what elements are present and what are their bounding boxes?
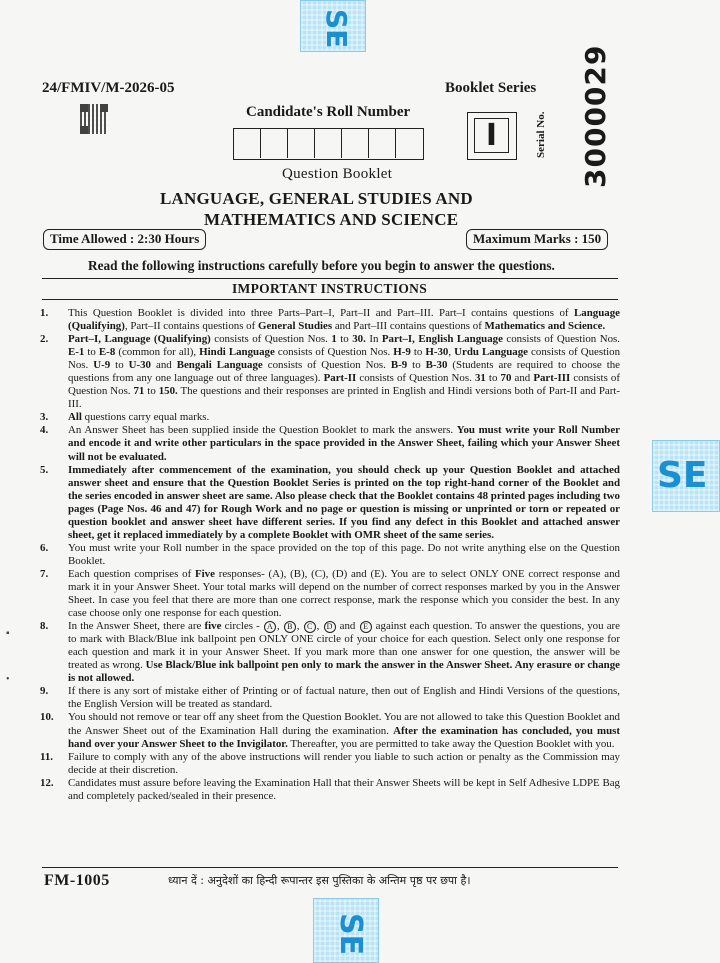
instructions-list [40,307,620,803]
qr-code-icon [80,104,108,134]
divider [42,278,618,279]
question-booklet-label: Question Booklet [282,166,393,182]
instruction-item [40,568,620,620]
roll-digit-box[interactable] [288,129,315,158]
paper-title [160,188,560,230]
instruction-item [40,620,620,685]
serial-number: 3000029 [579,44,612,188]
instruction-item [40,685,620,711]
instruction-text: In the Answer Sheet, there are five circles - A , B , C , D and E against each question. To answer the questions, you are to mark with Black/Blue ink ballpoint pen ONLY ONE circle of your choice for each question. Select only one response for each question and mark it in your Answer Sheet. If you mark more than one answer for one question, the answer will be treated as wrong. Use Black/Blue ink ballpoint pen only to mark the answer in the Answer Sheet. Any erasure or change is not allowed. [68,620,621,685]
hindi-note: ध्यान दें : अनुदेशों का हिन्दी रूपान्तर इस पुस्तिका के अन्तिम पृष्ठ पर छपा है। [168,874,471,887]
instruction-number: 4. [40,424,49,437]
instruction-item [40,542,620,568]
instruction-text: Part–I, Language (Qualifying) consists of Question Nos. 1 to 30. In Part–I, English Language consists of Question Nos. E-1 to E-8 (common for all), Hindi Language consists of Question Nos. H-9 to H-30, Urdu Language consists of Question Nos. U-9 to U-30 and Bengali Language consists of Question Nos. B-9 to B-30 (Students are required to choose the questions from any one language out of three languages). Part-II consists of Question Nos. 31 to 70 and Part-III consists of Question Nos. 71 to 150. The questions and their responses are printed in English and Hindi versions both of Part-II and Part-III. [68,333,621,411]
roll-number-label: Candidate's Roll Number [246,104,411,120]
instruction-text: If there is any sort of mistake either of Printing or of factual nature, then out of English and Hindi Versions of the questions, the English Version will be treated as standard. [68,685,620,711]
read-instructions-note: Read the following instructions carefully before you begin to answer the questions. [88,258,555,273]
title-line-1: LANGUAGE, GENERAL STUDIES AND [160,189,473,208]
instruction-text: Immediately after commencement of the examination, you should check up your Question Booklet and attached answer sheet and ensure that the Question Booklet Series is printed on the top right-hand corner of the Booklet and the series encoded in answer sheet are same. Also please check that the Booklet contains 48 printed pages including two pages (Page Nos. 46 and 47) for Rough Work and no page or question is missing or unprinted or torn or repeated or question booklet and answer sheet have different series. If you find any defect in this Booklet and attached answer sheet, get it replaced immediately by a complete Booklet with OMR sheet of the same series. [68,463,620,541]
instruction-number: 6. [40,541,49,554]
instruction-item [40,751,620,777]
instruction-item [40,424,620,463]
booklet-series-label: Booklet Series [445,80,537,96]
instruction-number: 5. [40,463,49,476]
sticker-text: SE [333,913,368,956]
instruction-item [40,711,620,750]
instruction-text: This Question Booklet is divided into three Parts–Part–I, Part–II and Part–III. Part–I contains questions of Language (Qualifying), Part–II contains questions of General Studies and Part–III contains questions of Mathematics and Science. [68,307,620,333]
instruction-item [40,307,620,333]
roll-number-boxes[interactable] [233,128,424,160]
seal-sticker-top [300,0,366,52]
roll-digit-box[interactable] [234,129,261,158]
booklet-series-value: I [474,118,509,153]
margin-mark: • [6,674,10,685]
instruction-text: An Answer Sheet has been supplied inside the Question Booklet to mark the answers. You must write your Roll Number and encode it and write other particulars in the space provided in the Answer Sheet, failing which your Answer Sheet will not be evaluated. [68,424,620,463]
instruction-item [40,333,620,411]
instruction-text: Candidates must assure before leaving the Examination Hall that their Answer Sheets will be kept in Self Adhesive LDPE Bag and completely packed/sealed in their presence. [68,776,620,802]
instruction-number: 8. [40,620,49,633]
instruction-text: All questions carry equal marks. [68,411,210,424]
instruction-number: 11. [40,750,54,763]
instruction-number: 1. [40,307,49,319]
instruction-number: 3. [40,411,49,424]
instruction-item [40,411,620,424]
sticker-text: SE [657,455,708,496]
divider [42,867,618,868]
instruction-item [40,464,620,542]
roll-digit-box[interactable] [342,129,369,158]
seal-sticker-right [652,440,720,512]
seal-sticker-bottom [313,898,379,963]
margin-mark: ▪ [6,628,10,639]
title-line-2: MATHEMATICS AND SCIENCE [204,210,459,229]
instruction-number: 10. [40,711,54,724]
roll-digit-box[interactable] [369,129,396,158]
paper-code: 24/FMIV/M-2026-05 [42,80,175,96]
instruction-text: You should not remove or tear off any sheet from the Question Booklet. You are not allowed to take this Question Booklet and the Answer Sheet out of the Examination Hall during the examination. After the examination has concluded, you must hand over your Answer Sheet to the Invigilator. Thereafter, you are permitted to take away the Question Booklet with you. [68,711,620,750]
instruction-text: Failure to comply with any of the above instructions will render you liable to such action or penalty as the Commission may decide at their discretion. [68,750,620,776]
booklet-series-box [467,112,517,160]
time-allowed: Time Allowed : 2:30 Hours [43,229,206,250]
divider [42,299,618,300]
instruction-number: 12. [40,776,54,789]
instruction-text: You must write your Roll number in the space provided on the top of this page. Do not write anything else on the Question Booklet. [68,541,620,567]
roll-digit-box[interactable] [315,129,342,158]
form-code: FM-1005 [44,872,110,889]
important-instructions-heading: IMPORTANT INSTRUCTIONS [232,281,428,296]
instruction-number: 9. [40,685,49,698]
sticker-text: SE [320,9,353,49]
maximum-marks: Maximum Marks : 150 [466,229,608,250]
roll-digit-box[interactable] [261,129,288,158]
serial-label: Serial No. [535,111,547,158]
instruction-item [40,777,620,803]
instruction-text: Each question comprises of Five responses- (A), (B), (C), (D) and (E). You are to select ONLY ONE correct response and mark it in your Answer Sheet. Your total marks will depend on the number of correct responses marked by you in the Answer Sheet. In case you feel that there are more than one correct response, mark the response which you consider the best. In any case choose only one response for each question. [68,567,620,620]
roll-digit-box[interactable] [396,129,423,158]
instruction-number: 7. [40,567,49,580]
instruction-number: 2. [40,333,49,346]
